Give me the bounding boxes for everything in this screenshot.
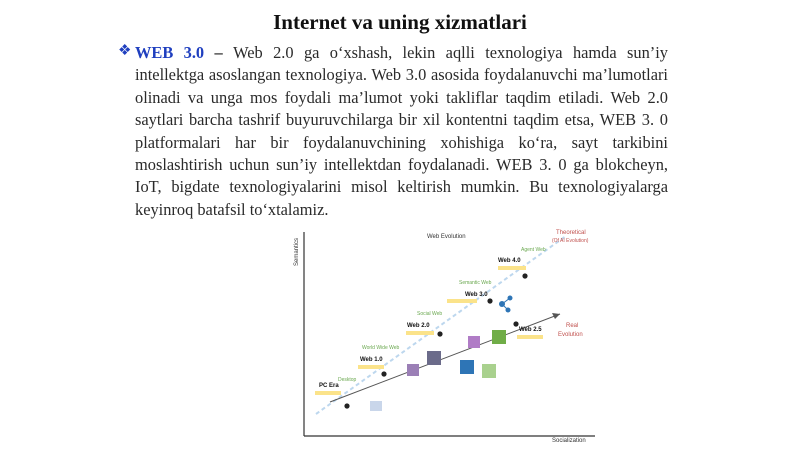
era-label-desktop: Desktop — [338, 377, 357, 383]
stage-dot-web2 — [437, 331, 442, 336]
body-text: Web 2.0 ga o‘xshash, lekin aqlli texnologiya hamda sun’iy intellektga asoslangan texnologiya. Web 3.0 asosida foydalanuvchi ma’lumotlari olinadi va unga mos foydali ma’lumot yoki takliflar taqdim etiladi. Web 2.0 saytlari barcha tashrif buyuruvchilarga bir xil kontentni taqdim etsa, WEB 3. 0 platformalari har bir foydalanuvchining xohishiga ko‘ra, sayt tarkibini moslashtirish uchun sun’iy intellektdan foydalanadi. WEB 3. 0 ga blokcheyn, IoT, bigdate texnologiyalarini misol keltirish mumkin. Bu texnologiyalarga keyinroq batafsil to‘xtalamiz. — [135, 43, 668, 219]
tag-web1 — [358, 365, 384, 369]
term-dash: – — [204, 43, 234, 62]
diamond-bullet-icon: ❖ — [118, 43, 132, 59]
stage-label-pc-era: PC Era — [319, 383, 339, 389]
tag-pc-era — [315, 391, 341, 395]
theoretical-label: Theoretical — [556, 230, 586, 236]
desktop-app-icon — [370, 401, 382, 411]
real-label: Real — [566, 323, 579, 329]
figure-title: Web Evolution — [427, 234, 466, 240]
social-app-icon — [427, 351, 441, 365]
stage-dot-web3 — [487, 298, 492, 303]
web25-app-icon — [492, 330, 506, 344]
social-app-icon-2 — [468, 336, 480, 348]
era-label-www: World Wide Web — [362, 345, 400, 351]
theoretical-sublabel: (Of AI Evolution) — [552, 238, 589, 244]
web-evolution-figure — [290, 224, 610, 444]
tag-web3 — [447, 299, 477, 303]
stage-label-web4: Web 4.0 — [498, 258, 521, 264]
real-sublabel: Evolution — [558, 332, 583, 338]
tag-web2 — [406, 331, 434, 335]
stage-label-web2: Web 2.0 — [407, 323, 430, 329]
vimeo-app-icon — [460, 360, 474, 374]
stage-label-web3: Web 3.0 — [465, 292, 488, 298]
era-label-social: Social Web — [417, 311, 443, 317]
cloud-app-icon — [482, 364, 496, 378]
era-label-agent: Agent Web — [521, 247, 546, 253]
web-evolution-diagram — [290, 224, 610, 444]
body-paragraph — [135, 42, 668, 221]
tag-web4 — [498, 266, 526, 270]
x-axis-label: Socialization — [552, 438, 586, 444]
real-line-arrow-icon — [552, 313, 560, 319]
era-label-semantic: Semantic Web — [459, 280, 492, 286]
stage-label-web2-5: Web 2.5 — [519, 327, 542, 333]
www-app-icon — [407, 364, 419, 376]
tag-web2-5 — [517, 335, 543, 339]
stage-dot-web1 — [381, 371, 386, 376]
term-web3: WEB 3.0 — [135, 43, 205, 62]
stage-label-web1: Web 1.0 — [360, 357, 383, 363]
stage-dot-pc-era — [344, 403, 349, 408]
stage-dot-web4 — [522, 273, 527, 278]
slide-title: Internet va uning xizmatlari — [273, 10, 527, 34]
stage-dot-web2-5 — [513, 321, 518, 326]
theoretical-line — [316, 236, 566, 414]
y-axis-label: Semantics — [294, 237, 300, 266]
network-graph-icon — [499, 296, 513, 313]
